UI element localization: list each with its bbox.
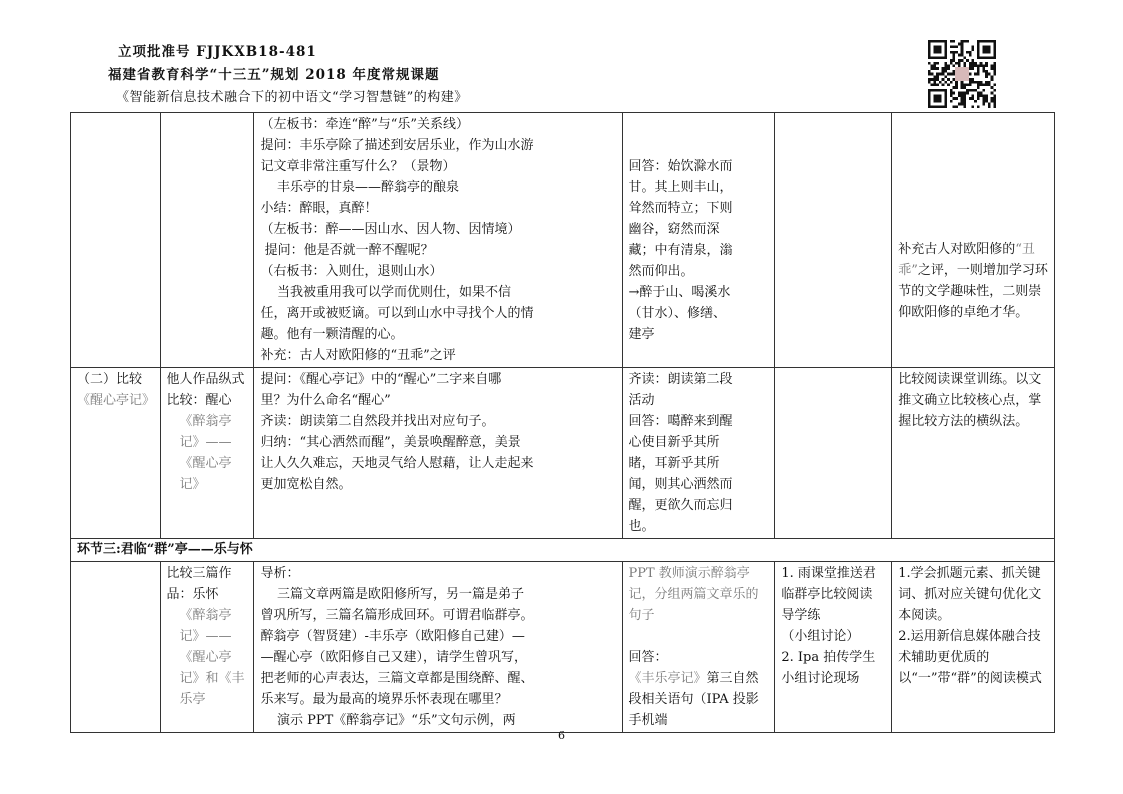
text-line: （右板书：入则仕，退则山水） — [260, 264, 443, 279]
text-line: 回答： — [628, 650, 668, 665]
tech-cell — [775, 113, 892, 368]
table-row — [71, 562, 1055, 733]
text-line: 齐读：朗读第二段 — [628, 372, 733, 387]
tech-cell — [775, 562, 892, 733]
approval-number: 立项批准号 FJJKXB18-481 — [118, 44, 317, 60]
text-line: 演示 PPT《醉翁亭记》“乐”文句示例，两 — [260, 713, 516, 728]
text-line: （左板书：醉——因山水、因人物、因情境） — [260, 222, 521, 237]
text-line: 1. 雨课堂推送君临群亭比较阅读导学练 — [781, 566, 876, 623]
intent-cell — [892, 113, 1055, 368]
text-line: 也。 — [628, 519, 655, 534]
text-line: 幽谷，窈然而深 — [628, 222, 720, 237]
text-line: 2. Ipa 拍传学生小组讨论现场 — [781, 650, 876, 686]
text-line: 记文章非常注重写什么？（景物） — [260, 159, 456, 174]
text-line: 三篇文章两篇是欧阳修所写，另一篇是弟子 — [260, 587, 525, 602]
text-line: 里？为什么命名“醒心” — [260, 393, 391, 408]
text-line: 乐来写。最为最高的境界乐怀表现在哪里？ — [260, 692, 508, 707]
student-activity-cell — [622, 113, 775, 368]
text-line: 导析： — [260, 566, 300, 581]
content-works: 《醉翁亭记》——《醒心亭记》和《丰乐亭 — [179, 608, 245, 707]
text-line: PPT 教师演示醉翁亭记，分组两篇文章乐的句子 — [628, 566, 759, 623]
section-row — [71, 539, 1055, 562]
text-line: 1.学会抓题元素、抓关键词、抓对应关键句优化文本阅读。 — [898, 566, 1042, 623]
text-line: 然而仰出。 — [628, 264, 694, 279]
table-row — [71, 368, 1055, 539]
content-label: 他人作品纵式比较：醒心 — [166, 372, 245, 408]
stage-cell — [71, 113, 161, 368]
text-line: 耸然而特立；下则 — [628, 201, 733, 216]
intent-text: 补充古人对欧阳修的 — [898, 242, 1016, 257]
text-line: 醒，更欲久而忘归 — [628, 498, 733, 513]
text-line: 补充：古人对欧阳修的“丑乖”之评 — [260, 348, 456, 363]
text-line: （左板书：牵连“醉”与“乐”关系线） — [260, 117, 470, 132]
student-activity-cell — [622, 368, 775, 539]
text-line: 第三自然段相关语句（IPA 投影手机端 — [628, 671, 759, 728]
work-title: 《丰乐亭记》 — [628, 671, 707, 686]
text-line: —醒心亭（欧阳修自己又建），请学生曾巩写， — [260, 650, 527, 665]
text-line: 回答：噶醉来到醒 — [628, 414, 733, 429]
tech-cell — [775, 368, 892, 539]
text-line: 曾巩所写，三篇名篇形成回环。可谓君临群亭。 — [260, 608, 534, 623]
text-line: 回答：始饮滁水而 — [628, 159, 733, 174]
text-line: 闻，则其心洒然而 — [628, 477, 733, 492]
text-line: 2.运用新信息媒体融合技术辅助更优质的以“一”带“群”的阅读模式 — [898, 629, 1042, 686]
text-line: （甘水）、修缮、 — [628, 306, 727, 321]
content-label: 比较三篇作品：乐怀 — [166, 566, 232, 602]
intent-text: 之评，一则增加学习环节的文学趣味性，二则崇仰欧阳修的卓绝才华。 — [898, 263, 1048, 320]
intent-text: 比较阅读课堂训练。以文推文确立比较核心点，掌握比较方法的横纵法。 — [898, 372, 1042, 429]
stage-cell — [71, 562, 161, 733]
text-line: 心使目新乎其所 — [628, 435, 720, 450]
text-line: 齐读：朗读第二自然段并找出对应句子。 — [260, 414, 495, 429]
text-line: 醉翁亭（智贤建）-丰乐亭（欧阳修自己建）— — [260, 629, 525, 644]
text-line: 睹，耳新乎其所 — [628, 456, 720, 471]
content-works: 《醉翁亭记》——《醒心亭记》 — [179, 414, 232, 492]
teacher-activity-cell — [254, 368, 622, 539]
qr-code-icon — [928, 40, 996, 108]
text-line: 趣。他有一颗清醒的心。 — [260, 327, 404, 342]
intent-cell — [892, 562, 1055, 733]
project-subtitle: 《智能新信息技术融合下的初中语文“学习智慧链”的构建》 — [116, 90, 468, 105]
content-cell — [160, 368, 254, 539]
text-line: 丰乐亭的甘泉——醉翁亭的酿泉 — [260, 180, 460, 195]
page-number: 6 — [558, 729, 565, 742]
stage-cell — [71, 368, 161, 539]
text-line: 归纳：“其心洒然而醒”，美景唤醒醉意，美景 — [260, 435, 521, 450]
teacher-activity-cell — [254, 113, 622, 368]
text-line: 任，离开或被贬谪。可以到山水中寻找个人的情 — [260, 306, 534, 321]
stage-title: 《醒心亭记》 — [77, 393, 156, 408]
teacher-activity-cell — [254, 562, 622, 733]
table-row — [71, 113, 1055, 368]
intent-quote: “丑乖” — [898, 242, 1035, 278]
content-cell — [160, 562, 254, 733]
text-line: 提问：他是否就一醉不醒呢？ — [260, 243, 434, 258]
text-line: 提问：《醒心亭记》中的“醒心”二字来自哪 — [260, 372, 502, 387]
stage-label: （二）比较 — [77, 372, 143, 387]
text-line: 更加宽松自然。 — [260, 477, 352, 492]
text-line: 甘。其上则丰山， — [628, 180, 733, 195]
text-line: →醉于山、喝溪水 — [628, 285, 731, 300]
intent-cell — [892, 368, 1055, 539]
text-line: 建亭 — [628, 327, 655, 342]
lesson-plan-table — [70, 112, 1055, 733]
text-line: 当我被重用我可以学而优则仕，如果不信 — [260, 285, 512, 300]
section-heading: 环节三:君临“群”亭——乐与怀 — [71, 539, 1055, 562]
text-line: 活动 — [628, 393, 655, 408]
project-title: 福建省教育科学“十三五”规划 2018 年度常规课题 — [108, 67, 440, 83]
text-line: 藏；中有清泉，滃 — [628, 243, 733, 258]
text-line: 提问：丰乐亭除了描述到安居乐业，作为山水游 — [260, 138, 534, 153]
student-activity-cell — [622, 562, 775, 733]
text-line: 让人久久难忘，天地灵气给人慰藉，让人走起来 — [260, 456, 534, 471]
content-cell — [160, 113, 254, 368]
text-line: 小结：醉眼，真醉！ — [260, 201, 378, 216]
text-line: 把老师的心声表达，三篇文章都是围绕醉、醒、 — [260, 671, 534, 686]
text-line: （小组讨论） — [781, 629, 860, 644]
